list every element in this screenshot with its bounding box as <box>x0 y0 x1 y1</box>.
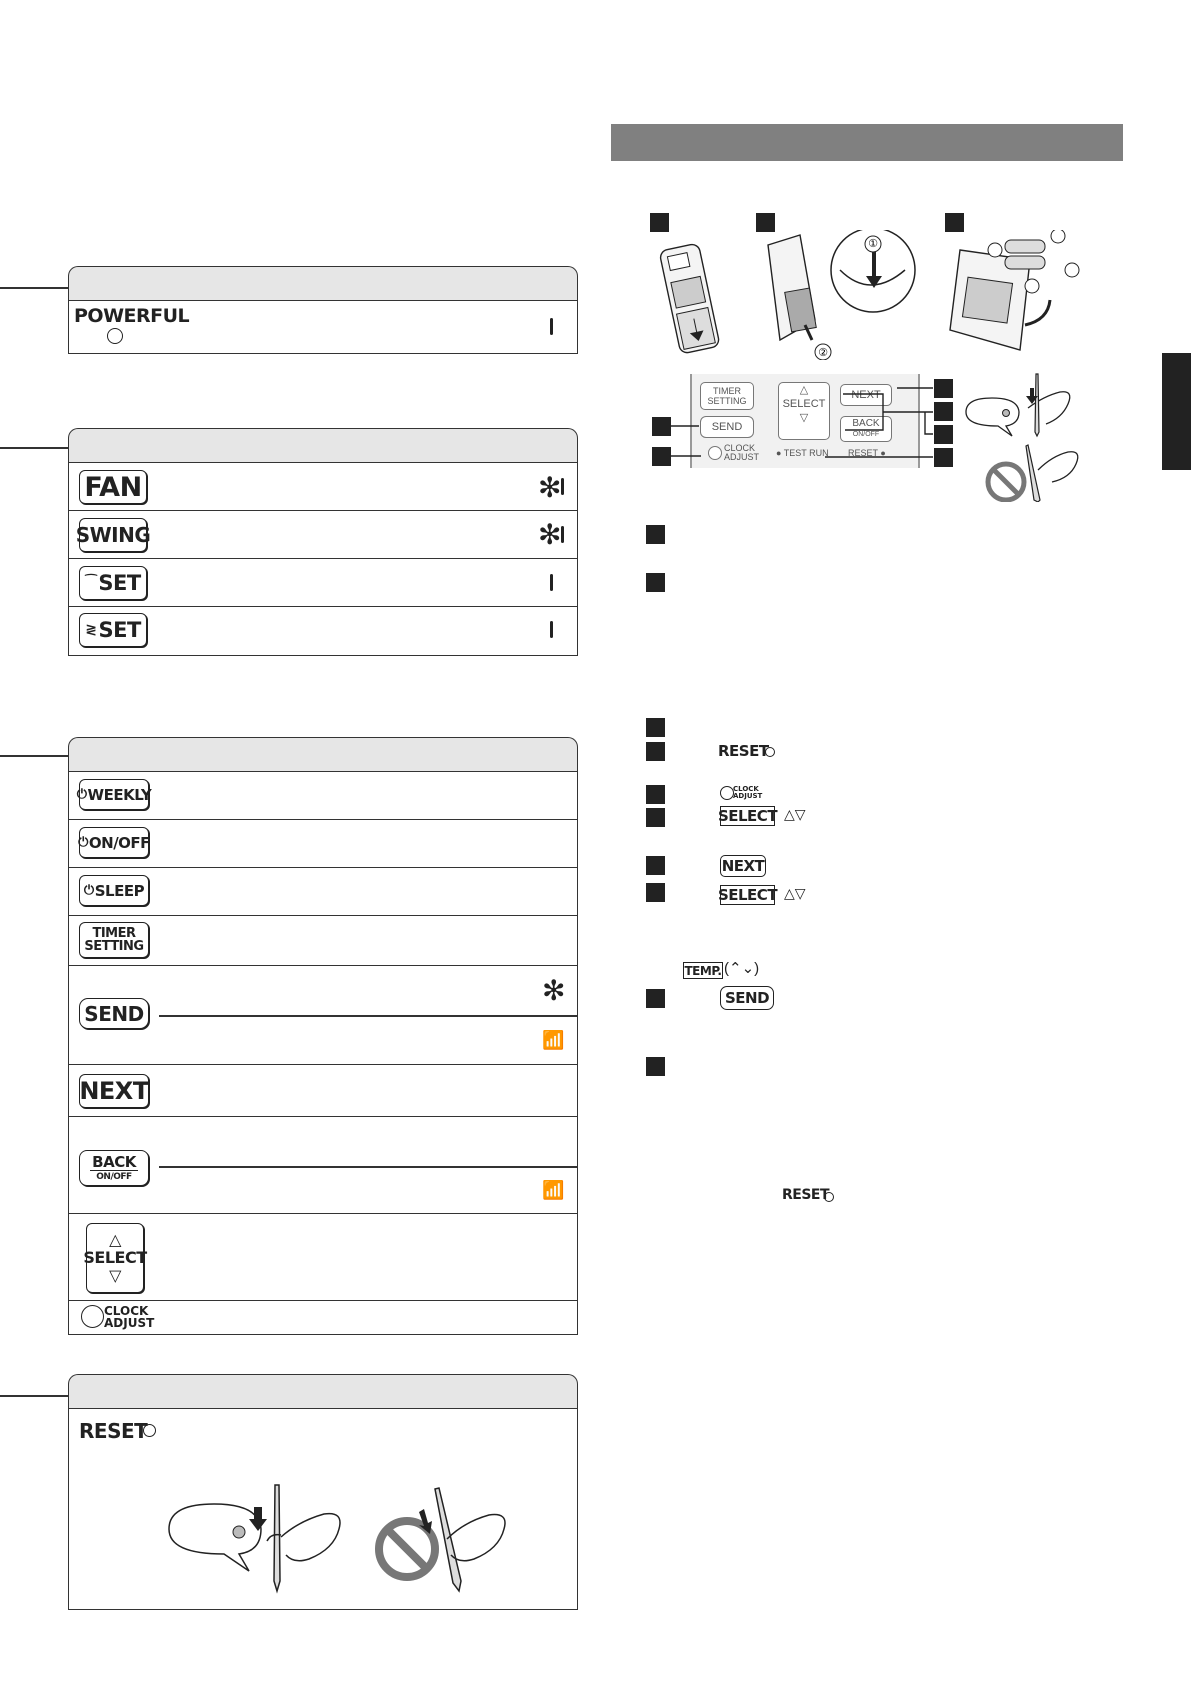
panel-header-powerful <box>68 266 578 301</box>
airflow-icon: ⁀ <box>85 575 97 591</box>
step-marker <box>646 573 665 592</box>
asterisk-icon: ✻ <box>542 974 566 1007</box>
up-arrow-icon: △ <box>799 384 809 396</box>
remote-timer-setting-button: TIMER SETTING <box>700 382 754 410</box>
back-connector-line <box>159 1166 577 1168</box>
leader-line-1 <box>0 287 68 289</box>
reset-correct-illustration <box>169 1485 340 1591</box>
step-clock-adjust-icon <box>720 786 734 800</box>
setting-mark-icon <box>561 478 564 495</box>
weekly-timer-button[interactable]: ⏻ WEEKLY <box>79 779 149 810</box>
step-temp-button: TEMP. <box>684 963 722 978</box>
step-select-button-2: SELECT <box>717 886 778 904</box>
reset-button-label: RESET <box>79 1419 148 1443</box>
panel-timer <box>68 771 578 1335</box>
fan-button[interactable]: FAN <box>79 470 147 504</box>
down-arrow-icon: ▽ <box>799 412 809 424</box>
step-marker <box>646 989 665 1008</box>
timer-icon: ⏻ <box>76 787 87 802</box>
step-clock-adjust-label: CLOCK ADJUST <box>733 785 763 800</box>
on-off-timer-button[interactable]: ⏻ ON/OFF <box>79 827 149 858</box>
remote-test-run: ● TEST RUN <box>776 448 829 458</box>
step-select-button: SELECT <box>717 807 778 825</box>
step-marker <box>646 525 665 544</box>
language-side-tab <box>1162 353 1191 470</box>
up-arrow-icon: △ <box>109 1230 121 1249</box>
select-button[interactable]: △ SELECT ▽ <box>86 1223 144 1293</box>
panel-header-timer <box>68 737 578 772</box>
reset-hole-icon <box>143 1424 156 1437</box>
swing-louver-icon: ≷ <box>85 622 97 638</box>
panel-reset <box>68 1408 578 1610</box>
reset-prohibited-illustration <box>379 1488 505 1591</box>
step-marker <box>646 808 665 827</box>
setting-mark-icon <box>550 621 553 638</box>
reset-hole-icon <box>765 747 775 757</box>
up-down-arrow-icon: △▽ <box>784 806 806 822</box>
step-reset-label: RESET <box>718 742 769 760</box>
timer-icon: ⏻ <box>83 883 94 898</box>
step-next-button: NEXT <box>721 857 765 875</box>
battery-installation-illustration <box>650 230 1090 360</box>
wifi-icon: 📶 <box>542 1180 565 1201</box>
remote-back-button: BACK ON/OFF <box>840 416 892 442</box>
setting-mark-icon <box>550 574 553 591</box>
svg-text:②: ② <box>818 346 828 359</box>
timer-setting-button[interactable]: TIMER SETTING <box>79 922 149 958</box>
timer-icon: ⏻ <box>78 835 88 850</box>
panel-powerful <box>68 300 578 354</box>
temp-up-down-icon: (⌃⌄) <box>724 960 760 977</box>
temp-down-icon: ⌄ <box>741 960 755 977</box>
step-marker <box>646 785 665 804</box>
reset-illustration <box>149 1459 569 1599</box>
step-marker <box>646 856 665 875</box>
clock-adjust-button[interactable] <box>81 1305 104 1328</box>
leader-line-2 <box>0 447 68 449</box>
airflow-set-button[interactable]: ⁀ SET <box>79 566 147 600</box>
step-marker <box>646 742 665 761</box>
send-button[interactable]: SEND <box>79 998 149 1029</box>
step-reset-label-2: RESET <box>782 1187 830 1203</box>
clock-adjust-label: CLOCK ADJUST <box>104 1304 155 1330</box>
leader-line-3 <box>0 755 68 757</box>
reset-pen-illustration <box>964 372 1094 502</box>
remote-send-button: SEND <box>700 416 754 438</box>
panel-header-fan <box>68 428 578 463</box>
setting-mark-icon <box>550 318 553 335</box>
up-down-arrow-icon: △▽ <box>784 885 806 901</box>
down-arrow-icon: ▽ <box>109 1266 121 1285</box>
wifi-icon: 📶 <box>542 1030 565 1051</box>
swing-button[interactable]: SWING <box>79 518 147 552</box>
sleep-timer-button[interactable]: ⏻ SLEEP <box>79 875 149 906</box>
powerful-indicator-icon <box>107 328 123 344</box>
step-marker <box>646 718 665 737</box>
step-send-button: SEND <box>720 986 774 1010</box>
step-marker <box>646 1057 665 1076</box>
remote-reset: RESET ● <box>848 448 886 458</box>
asterisk-icon: ✻ <box>538 471 562 504</box>
temp-up-icon: ⌃ <box>729 960 742 977</box>
asterisk-icon: ✻ <box>538 518 562 551</box>
reset-hole-icon <box>824 1192 834 1202</box>
callout-leader-lines <box>665 380 945 470</box>
vertical-swing-set-button[interactable]: ≷ SET <box>79 613 147 647</box>
panel-fan <box>68 462 578 656</box>
section-title-bar <box>611 124 1123 161</box>
svg-text:①: ① <box>868 237 878 250</box>
leader-line-4 <box>0 1395 68 1397</box>
powerful-button-label: POWERFUL <box>74 305 190 327</box>
send-connector-line <box>159 1015 577 1017</box>
next-button[interactable]: NEXT <box>79 1074 149 1108</box>
panel-header-reset <box>68 1374 578 1409</box>
step-marker <box>646 883 665 902</box>
back-button[interactable]: BACK ON/OFF <box>79 1150 149 1186</box>
remote-select-button: △ SELECT ▽ <box>778 382 830 440</box>
setting-mark-icon <box>561 526 564 543</box>
remote-next-button: NEXT <box>840 384 892 406</box>
remote-clock-adjust: CLOCK ADJUST <box>724 443 760 462</box>
